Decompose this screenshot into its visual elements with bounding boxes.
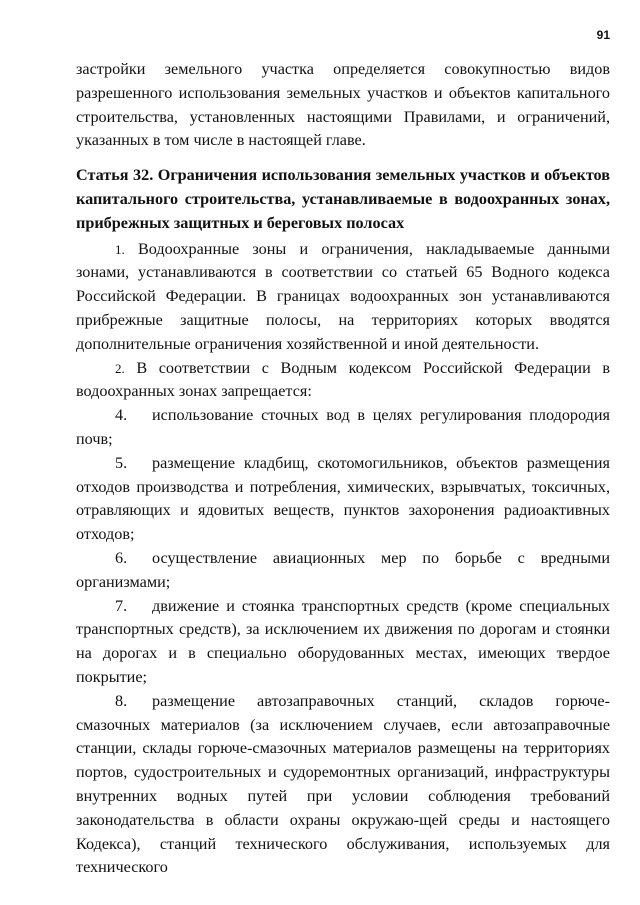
- list-item-text: размещение кладбищ, скотомогильников, объектов размещения отходов производства и потребления, химических, взрывчатых, токсичных, отравляющих и ядовитых веществ, пунктов захоронения радиоактивных отходов;: [76, 453, 610, 544]
- list-item: [76, 595, 610, 690]
- paragraph-1: [76, 238, 610, 357]
- list-item-number: 6.: [115, 548, 128, 567]
- list-item-text: осуществление авиационных мер по борьбе с вредными организмами;: [76, 548, 610, 591]
- paragraph-2: [76, 357, 610, 405]
- page-number: 91: [596, 28, 610, 42]
- list-item-text: использование сточных вод в целях регулирования плодородия почв;: [76, 406, 610, 448]
- list-item: [76, 452, 610, 547]
- list-item-number: 7.: [115, 596, 128, 615]
- list-item-text: размещение автозаправочных станций, складов горюче-смазочных материалов (за исключением случаев, если автозаправочные станции, склады горюче-смазочных материалов размещены на территориях портов, судостроительных и судоремонтных организаций, инфраструктуры внутренних водных путей при условии соблюдения требований законодательства в области охраны окружаю-щей среды и настоящего Кодекса), станций технического обслуживания, используемых для технического: [76, 691, 610, 877]
- list-item-text: движение и стоянка транспортных средств (кроме специальных транспортных средств), за исключением их движения по дорогам и стоянки на дорогах и в специально оборудованных местах, имеющих твердое покрытие;: [76, 596, 610, 686]
- body-text: [76, 58, 610, 880]
- intro-paragraph: застройки земельного участка определяется совокупностью видов разрешенного использования земельных участков и объектов капитального строительства, установленных настоящими Правилами, и ограничений, указанных в том числе в настоящей главе.: [76, 60, 610, 150]
- list-item-number: 4.: [115, 406, 128, 425]
- paragraph-text: В соответствии с Водным кодексом Российской Федерации в водоохранных зонах запрещается:: [76, 358, 610, 401]
- list-item-number: 8.: [115, 691, 128, 710]
- paragraph-number: 1.: [115, 241, 125, 257]
- list-item: [76, 547, 610, 595]
- article-heading: Статья 32. Ограничения использования земельных участков и объектов капитального строительства, устанавливаемые в водоохранных зонах, прибрежных защитных и береговых полосах: [76, 166, 610, 232]
- paragraph-text: Водоохранные зоны и ограничения, накладываемые данными зонами, устанавливаются в соответствии со статьей 65 Водного кодекса Российской Федерации. В границах водоохранных зон устанавливаются прибрежные защитные полосы, на территориях которых вводятся дополнительные ограничения хозяйственной и иной деятельности.: [76, 239, 611, 353]
- list-item-number: 5.: [115, 453, 128, 472]
- list-item: [76, 690, 610, 880]
- list-item: [76, 404, 610, 452]
- paragraph-number: 2.: [115, 360, 125, 376]
